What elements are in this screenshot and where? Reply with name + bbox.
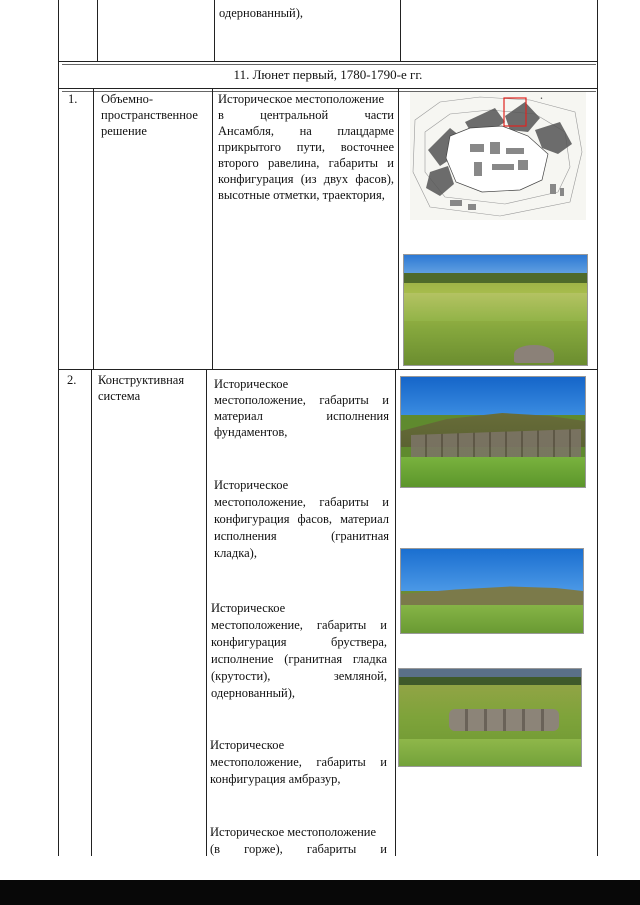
plan-drawing <box>410 92 586 220</box>
table-border <box>62 64 596 65</box>
table-border <box>395 369 396 856</box>
foundation-stone-photo <box>400 376 586 488</box>
fortress-plan-image <box>410 92 586 220</box>
scan-bottom-edge <box>0 880 640 905</box>
table-border <box>93 88 94 370</box>
parapet-stones-photo <box>398 668 582 767</box>
lunette-field-photo <box>403 254 588 366</box>
table-border <box>58 369 598 370</box>
table-border <box>214 0 215 61</box>
table-border <box>58 369 59 856</box>
table-border <box>597 0 598 61</box>
section-title: 11. Люнет первый, 1780-1790-е гг. <box>233 67 423 82</box>
continued-text: одернованный), <box>219 6 304 20</box>
table-border <box>97 0 98 61</box>
row-number: 1. <box>68 92 78 106</box>
document-page: одернованный), 11. Люнет первый, 1780-1790-е гг. 1. Объемно- пространственное решение Историческое местоположение в центральной части Ансамбля, на плацдарме прикрытого пути, восточнее второго равелина, габариты и конфигурация (из двух фасов), высотные отметки, траектория, • 2. Конструктивная система Историческое местоположение, габариты и материал исполнения фундаментов, Историческое местоположение, габариты и конфигурация фасов, материал исполнения (гранитная кладка), Историческое местоположение, габариты и конфигурация бруствера, исполнение (гранитная гладка (крутости), земляной, одернованный), Историческое местоположение, габариты и конфигурация амбразур, Историческое местоположение (в горже), габариты и <box>0 0 640 905</box>
table-border <box>206 369 207 856</box>
svg-text:•: • <box>540 96 543 102</box>
facade-wall-photo <box>400 548 584 634</box>
table-border <box>398 88 399 370</box>
table-border <box>212 88 213 370</box>
table-border <box>400 0 401 61</box>
table-border <box>58 0 59 61</box>
table-border <box>58 88 598 89</box>
table-border <box>597 88 598 370</box>
row-number: 2. <box>67 373 77 387</box>
table-border <box>58 61 598 62</box>
table-border <box>58 88 59 370</box>
table-border <box>597 369 598 856</box>
table-border <box>91 369 92 856</box>
